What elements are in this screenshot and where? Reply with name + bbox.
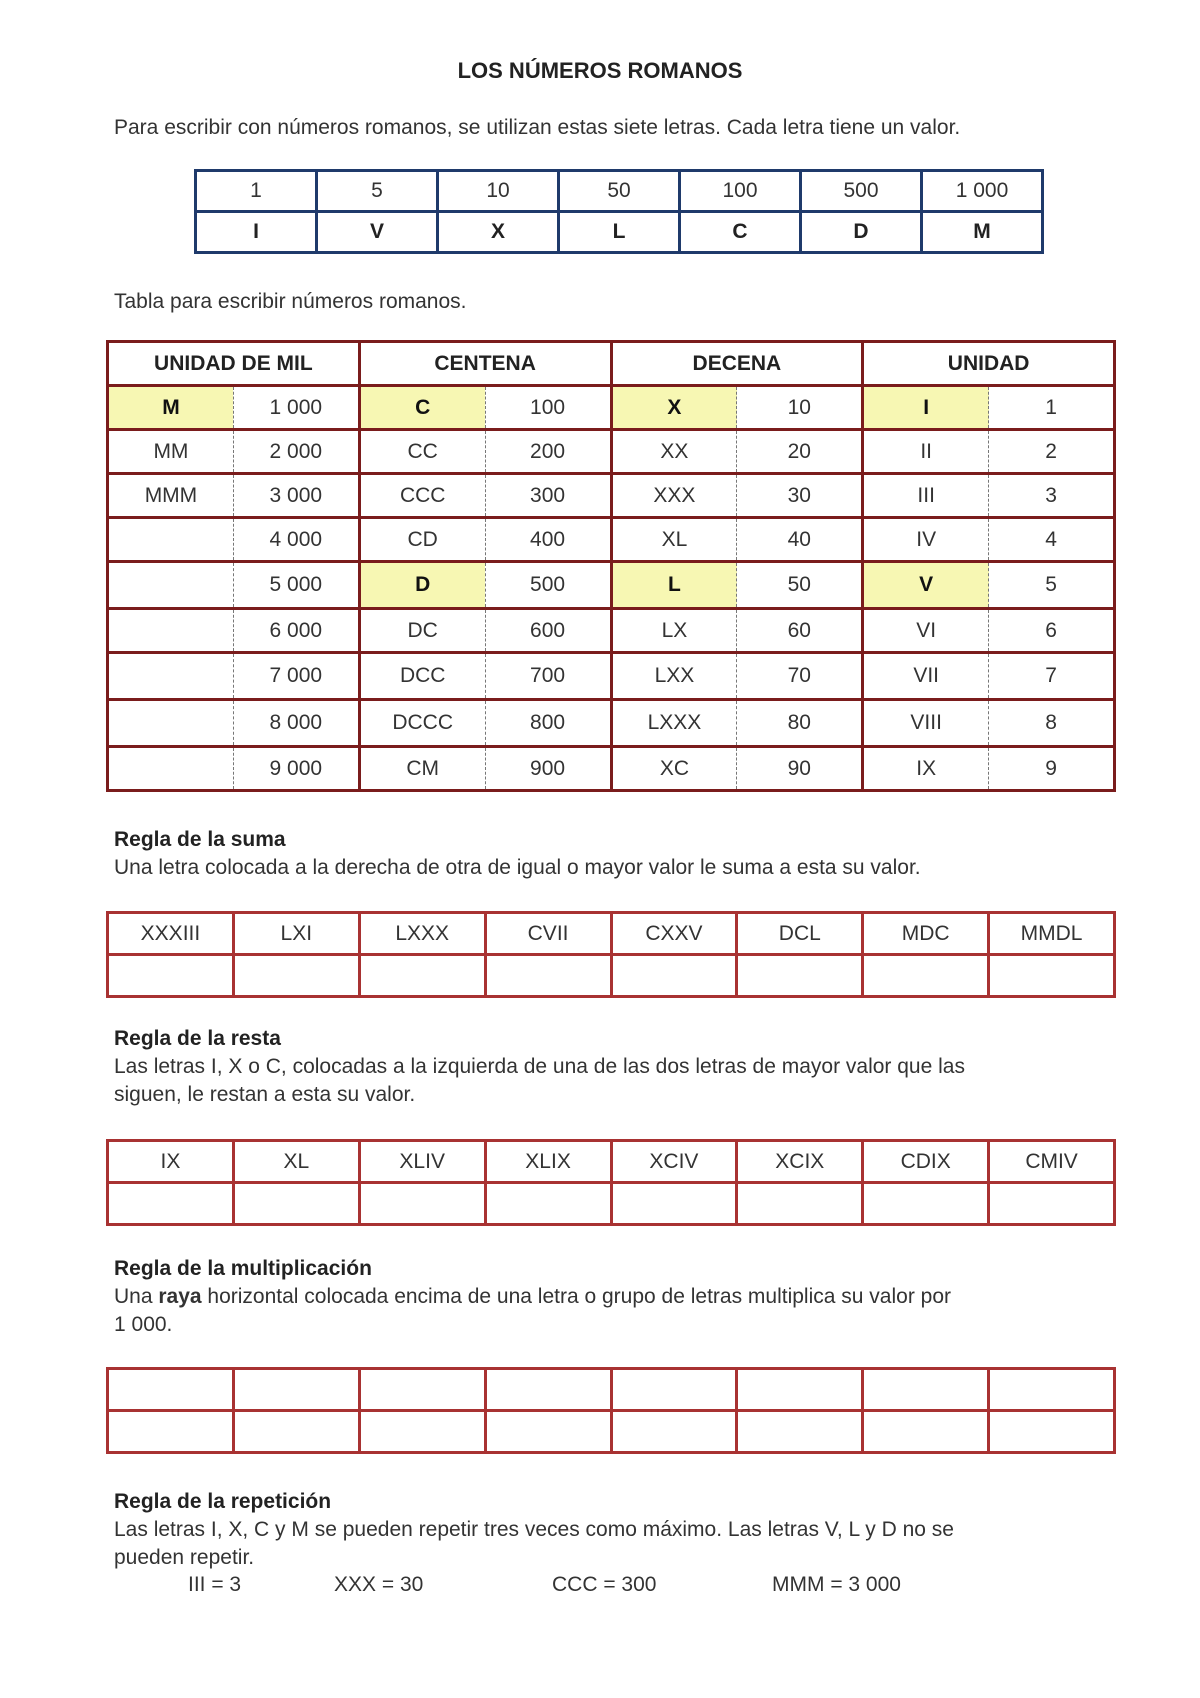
header-decena: DECENA	[611, 342, 863, 386]
answer-cell[interactable]	[611, 1411, 737, 1453]
roman-cell: L	[611, 562, 737, 609]
exercise-item: XL	[233, 1141, 359, 1183]
arabic-cell: 30	[737, 474, 863, 518]
page-title: LOS NÚMEROS ROMANOS	[457, 58, 743, 83]
answer-cell[interactable]	[359, 1369, 485, 1411]
roman-cell: DCCC	[359, 700, 485, 747]
roman-cell	[108, 747, 234, 791]
header-centena: CENTENA	[359, 342, 611, 386]
roman-cell: XX	[611, 430, 737, 474]
arabic-cell: 40	[737, 518, 863, 562]
value-cell: 50	[559, 171, 680, 212]
roman-cell: I	[863, 386, 989, 430]
roman-cell: XC	[611, 747, 737, 791]
letter-cell: V	[317, 212, 438, 253]
roman-cell: IV	[863, 518, 989, 562]
arabic-cell: 90	[737, 747, 863, 791]
arabic-cell: 400	[485, 518, 611, 562]
main-table-row	[108, 562, 1115, 609]
resta-text-line1: Las letras I, X o C, colocadas a la izquierda de una de las dos letras de mayor valor que las	[114, 1055, 965, 1078]
roman-cell: II	[863, 430, 989, 474]
roman-cell: LXXX	[611, 700, 737, 747]
roman-cell: CCC	[359, 474, 485, 518]
answer-cell[interactable]	[737, 955, 863, 997]
roman-cell: V	[863, 562, 989, 609]
exercise-item: LXI	[233, 913, 359, 955]
answer-cell[interactable]	[611, 1183, 737, 1225]
exercise-item: CDIX	[863, 1141, 989, 1183]
answer-cell[interactable]	[485, 1411, 611, 1453]
roman-cell: XL	[611, 518, 737, 562]
suma-items-row	[108, 913, 1115, 955]
arabic-cell: 600	[485, 609, 611, 653]
multiplicacion-exercise-table	[106, 1367, 1116, 1454]
roman-cell	[108, 653, 234, 700]
roman-cell	[108, 609, 234, 653]
resta-exercise-table	[106, 1139, 1116, 1226]
arabic-cell: 3	[989, 474, 1115, 518]
exercise-item: XLIX	[485, 1141, 611, 1183]
roman-cell: X	[611, 386, 737, 430]
arabic-cell: 1	[989, 386, 1115, 430]
exercise-item: XCIV	[611, 1141, 737, 1183]
resta-answer-row	[108, 1183, 1115, 1225]
value-cell: 10	[438, 171, 559, 212]
header-unidad: UNIDAD	[863, 342, 1115, 386]
arabic-cell: 300	[485, 474, 611, 518]
arabic-cell: 10	[737, 386, 863, 430]
exercise-item: DCL	[737, 913, 863, 955]
answer-cell[interactable]	[863, 1183, 989, 1225]
repeticion-heading: Regla de la repetición	[114, 1490, 332, 1513]
example-formula: III = 3	[188, 1573, 242, 1596]
arabic-cell: 80	[737, 700, 863, 747]
answer-cell[interactable]	[108, 1369, 234, 1411]
letter-cell: L	[559, 212, 680, 253]
answer-cell[interactable]	[233, 1411, 359, 1453]
answer-cell[interactable]	[737, 1183, 863, 1225]
resta-text-line2: siguen, le restan a esta su valor.	[114, 1083, 416, 1106]
arabic-cell: 800	[485, 700, 611, 747]
exercise-item: CVII	[485, 913, 611, 955]
roman-cell: CD	[359, 518, 485, 562]
intro-text: Para escribir con números romanos, se utilizan estas siete letras. Cada letra tiene un valor.	[114, 116, 961, 139]
arabic-cell: 900	[485, 747, 611, 791]
arabic-cell: 100	[485, 386, 611, 430]
roman-cell: IX	[863, 747, 989, 791]
arabic-cell: 4 000	[233, 518, 359, 562]
value-cell: 1	[196, 171, 317, 212]
exercise-item: CXXV	[611, 913, 737, 955]
roman-cell: MM	[108, 430, 234, 474]
answer-cell[interactable]	[989, 955, 1115, 997]
answer-cell[interactable]	[233, 955, 359, 997]
arabic-cell: 6 000	[233, 609, 359, 653]
value-cell: 1 000	[922, 171, 1043, 212]
answer-cell[interactable]	[863, 1369, 989, 1411]
main-table-row	[108, 609, 1115, 653]
main-table-header-row	[108, 342, 1115, 386]
answer-cell[interactable]	[359, 955, 485, 997]
main-table-row	[108, 653, 1115, 700]
letter-cell: X	[438, 212, 559, 253]
answer-cell[interactable]	[485, 1369, 611, 1411]
main-table-row	[108, 474, 1115, 518]
arabic-cell: 8 000	[233, 700, 359, 747]
answer-cell[interactable]	[611, 955, 737, 997]
main-table-row	[108, 700, 1115, 747]
answer-cell[interactable]	[359, 1411, 485, 1453]
resta-items-row	[108, 1141, 1115, 1183]
roman-cell: DC	[359, 609, 485, 653]
answer-cell[interactable]	[989, 1369, 1115, 1411]
suma-heading: Regla de la suma	[114, 828, 286, 851]
answer-cell[interactable]	[108, 1183, 234, 1225]
multiplicacion-text-line1	[114, 1283, 1114, 1311]
letter-cell: D	[801, 212, 922, 253]
exercise-item: MDC	[863, 913, 989, 955]
answer-cell[interactable]	[108, 955, 234, 997]
values-table	[194, 169, 1044, 254]
roman-cell: XXX	[611, 474, 737, 518]
exercise-item: CMIV	[989, 1141, 1115, 1183]
arabic-cell: 1 000	[233, 386, 359, 430]
answer-cell[interactable]	[485, 1183, 611, 1225]
answer-cell[interactable]	[233, 1369, 359, 1411]
roman-cell: MMM	[108, 474, 234, 518]
main-table-row	[108, 518, 1115, 562]
exercise-item: XXXIII	[108, 913, 234, 955]
arabic-cell: 8	[989, 700, 1115, 747]
arabic-cell: 4	[989, 518, 1115, 562]
arabic-cell: 20	[737, 430, 863, 474]
multiplicacion-text-bold: raya	[158, 1285, 202, 1308]
values-numbers-row	[196, 171, 1043, 212]
main-table-row	[108, 386, 1115, 430]
roman-cell: CM	[359, 747, 485, 791]
answer-cell[interactable]	[611, 1369, 737, 1411]
repeticion-text-line2: pueden repetir.	[114, 1546, 255, 1569]
example-formula: MMM = 3 000	[772, 1573, 901, 1596]
arabic-cell: 9	[989, 747, 1115, 791]
exercise-item: LXXX	[359, 913, 485, 955]
arabic-cell: 2 000	[233, 430, 359, 474]
answer-cell[interactable]	[737, 1369, 863, 1411]
exercise-item: IX	[108, 1141, 234, 1183]
example-formula: XXX = 30	[334, 1573, 424, 1596]
arabic-cell: 5 000	[233, 562, 359, 609]
exercise-item: XLIV	[359, 1141, 485, 1183]
roman-cell: CC	[359, 430, 485, 474]
arabic-cell: 500	[485, 562, 611, 609]
roman-cell: VII	[863, 653, 989, 700]
repeticion-text-line1: Las letras I, X, C y M se pueden repetir tres veces como máximo. Las letras V, L y D no se	[114, 1518, 954, 1541]
multiplicacion-text-line2: 1 000.	[114, 1313, 173, 1336]
multiplicacion-text-post: horizontal colocada encima de una letra o grupo de letras multiplica su valor por	[201, 1285, 951, 1308]
roman-cell: III	[863, 474, 989, 518]
answer-cell[interactable]	[233, 1183, 359, 1225]
multiplicacion-heading: Regla de la multiplicación	[114, 1257, 372, 1280]
roman-cell: LXX	[611, 653, 737, 700]
example-formula: CCC = 300	[552, 1573, 657, 1596]
value-cell: 100	[680, 171, 801, 212]
roman-cell: LX	[611, 609, 737, 653]
value-cell: 5	[317, 171, 438, 212]
suma-answer-row	[108, 955, 1115, 997]
roman-cell: DCC	[359, 653, 485, 700]
arabic-cell: 60	[737, 609, 863, 653]
main-table-row	[108, 747, 1115, 791]
multiplicacion-row-1	[108, 1369, 1115, 1411]
arabic-cell: 2	[989, 430, 1115, 474]
value-cell: 500	[801, 171, 922, 212]
answer-cell[interactable]	[485, 955, 611, 997]
roman-cell	[108, 562, 234, 609]
exercise-item: XCIX	[737, 1141, 863, 1183]
main-table-body	[108, 386, 1115, 791]
answer-cell[interactable]	[863, 955, 989, 997]
roman-cell: D	[359, 562, 485, 609]
answer-cell[interactable]	[989, 1183, 1115, 1225]
header-unidad-de-mil: UNIDAD DE MIL	[108, 342, 360, 386]
suma-exercise-table	[106, 911, 1116, 998]
letter-cell: C	[680, 212, 801, 253]
letter-cell: M	[922, 212, 1043, 253]
arabic-cell: 7	[989, 653, 1115, 700]
answer-cell[interactable]	[989, 1411, 1115, 1453]
roman-cell: VIII	[863, 700, 989, 747]
arabic-cell: 5	[989, 562, 1115, 609]
roman-cell	[108, 700, 234, 747]
roman-cell: M	[108, 386, 234, 430]
arabic-cell: 200	[485, 430, 611, 474]
answer-cell[interactable]	[359, 1183, 485, 1225]
resta-heading: Regla de la resta	[114, 1027, 281, 1050]
multiplicacion-row-2	[108, 1411, 1115, 1453]
answer-cell[interactable]	[863, 1411, 989, 1453]
values-letters-row	[196, 212, 1043, 253]
suma-text: Una letra colocada a la derecha de otra de igual o mayor valor le suma a esta su valor.	[114, 856, 921, 879]
arabic-cell: 50	[737, 562, 863, 609]
roman-cell: VI	[863, 609, 989, 653]
arabic-cell: 6	[989, 609, 1115, 653]
arabic-cell: 7 000	[233, 653, 359, 700]
answer-cell[interactable]	[108, 1411, 234, 1453]
arabic-cell: 9 000	[233, 747, 359, 791]
multiplicacion-text-pre: Una	[114, 1285, 159, 1308]
letter-cell: I	[196, 212, 317, 253]
arabic-cell: 700	[485, 653, 611, 700]
roman-cell: C	[359, 386, 485, 430]
table-intro-text: Tabla para escribir números romanos.	[114, 290, 467, 313]
main-table-row	[108, 430, 1115, 474]
roman-cell	[108, 518, 234, 562]
arabic-cell: 3 000	[233, 474, 359, 518]
answer-cell[interactable]	[737, 1411, 863, 1453]
arabic-cell: 70	[737, 653, 863, 700]
roman-numbers-table	[106, 340, 1116, 792]
exercise-item: MMDL	[989, 913, 1115, 955]
